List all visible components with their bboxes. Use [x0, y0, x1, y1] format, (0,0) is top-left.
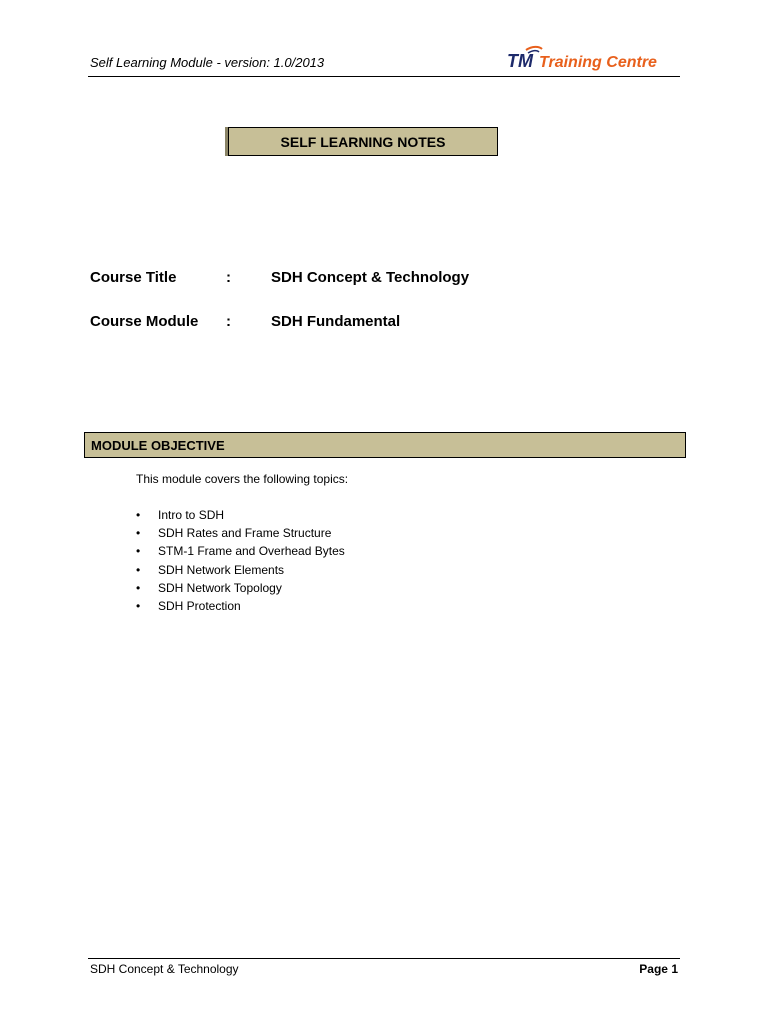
course-module-value: SDH Fundamental	[271, 313, 401, 330]
list-item	[136, 524, 345, 542]
page-number: Page 1	[639, 962, 678, 976]
bullet-icon: •	[136, 562, 141, 577]
footer-course-name: SDH Concept & Technology	[90, 962, 239, 976]
topic-label: SDH Network Elements	[158, 562, 285, 577]
logo-prefix: TM	[507, 51, 533, 71]
logo-name: Training Centre	[539, 54, 657, 71]
footer-divider	[88, 958, 680, 959]
topic-label: STM-1 Frame and Overhead Bytes	[158, 544, 345, 559]
notes-box-title: SELF LEARNING NOTES	[280, 133, 446, 150]
header-divider	[88, 76, 680, 77]
bullet-icon: •	[136, 508, 141, 522]
bullet-icon: •	[136, 526, 141, 541]
module-objective-heading	[84, 432, 686, 458]
course-module-colon: :	[226, 313, 231, 330]
module-objective-label: MODULE OBJECTIVE	[91, 437, 225, 453]
topic-label: SDH Network Topology	[158, 580, 282, 595]
self-learning-notes-box	[228, 127, 498, 156]
tm-training-centre-logo	[506, 44, 681, 74]
bullet-icon: •	[136, 598, 141, 613]
topic-label: SDH Rates and Frame Structure	[158, 526, 332, 541]
module-intro-text: This module covers the following topics:	[136, 472, 349, 486]
list-item	[136, 506, 345, 524]
topic-label: SDH Protection	[158, 598, 241, 613]
course-title-colon: :	[226, 269, 231, 286]
course-title-label: Course Title	[90, 269, 177, 286]
list-item	[136, 597, 345, 615]
list-item	[136, 561, 345, 579]
topic-label: Intro to SDH	[158, 508, 225, 522]
bullet-icon: •	[136, 580, 141, 595]
header-module-version: Self Learning Module - version: 1.0/2013	[90, 55, 325, 70]
list-item	[136, 542, 345, 560]
course-title-value: SDH Concept & Technology	[271, 269, 470, 286]
bullet-icon: •	[136, 544, 141, 559]
list-item	[136, 579, 345, 597]
course-module-label: Course Module	[90, 313, 199, 330]
topics-list	[136, 506, 345, 615]
